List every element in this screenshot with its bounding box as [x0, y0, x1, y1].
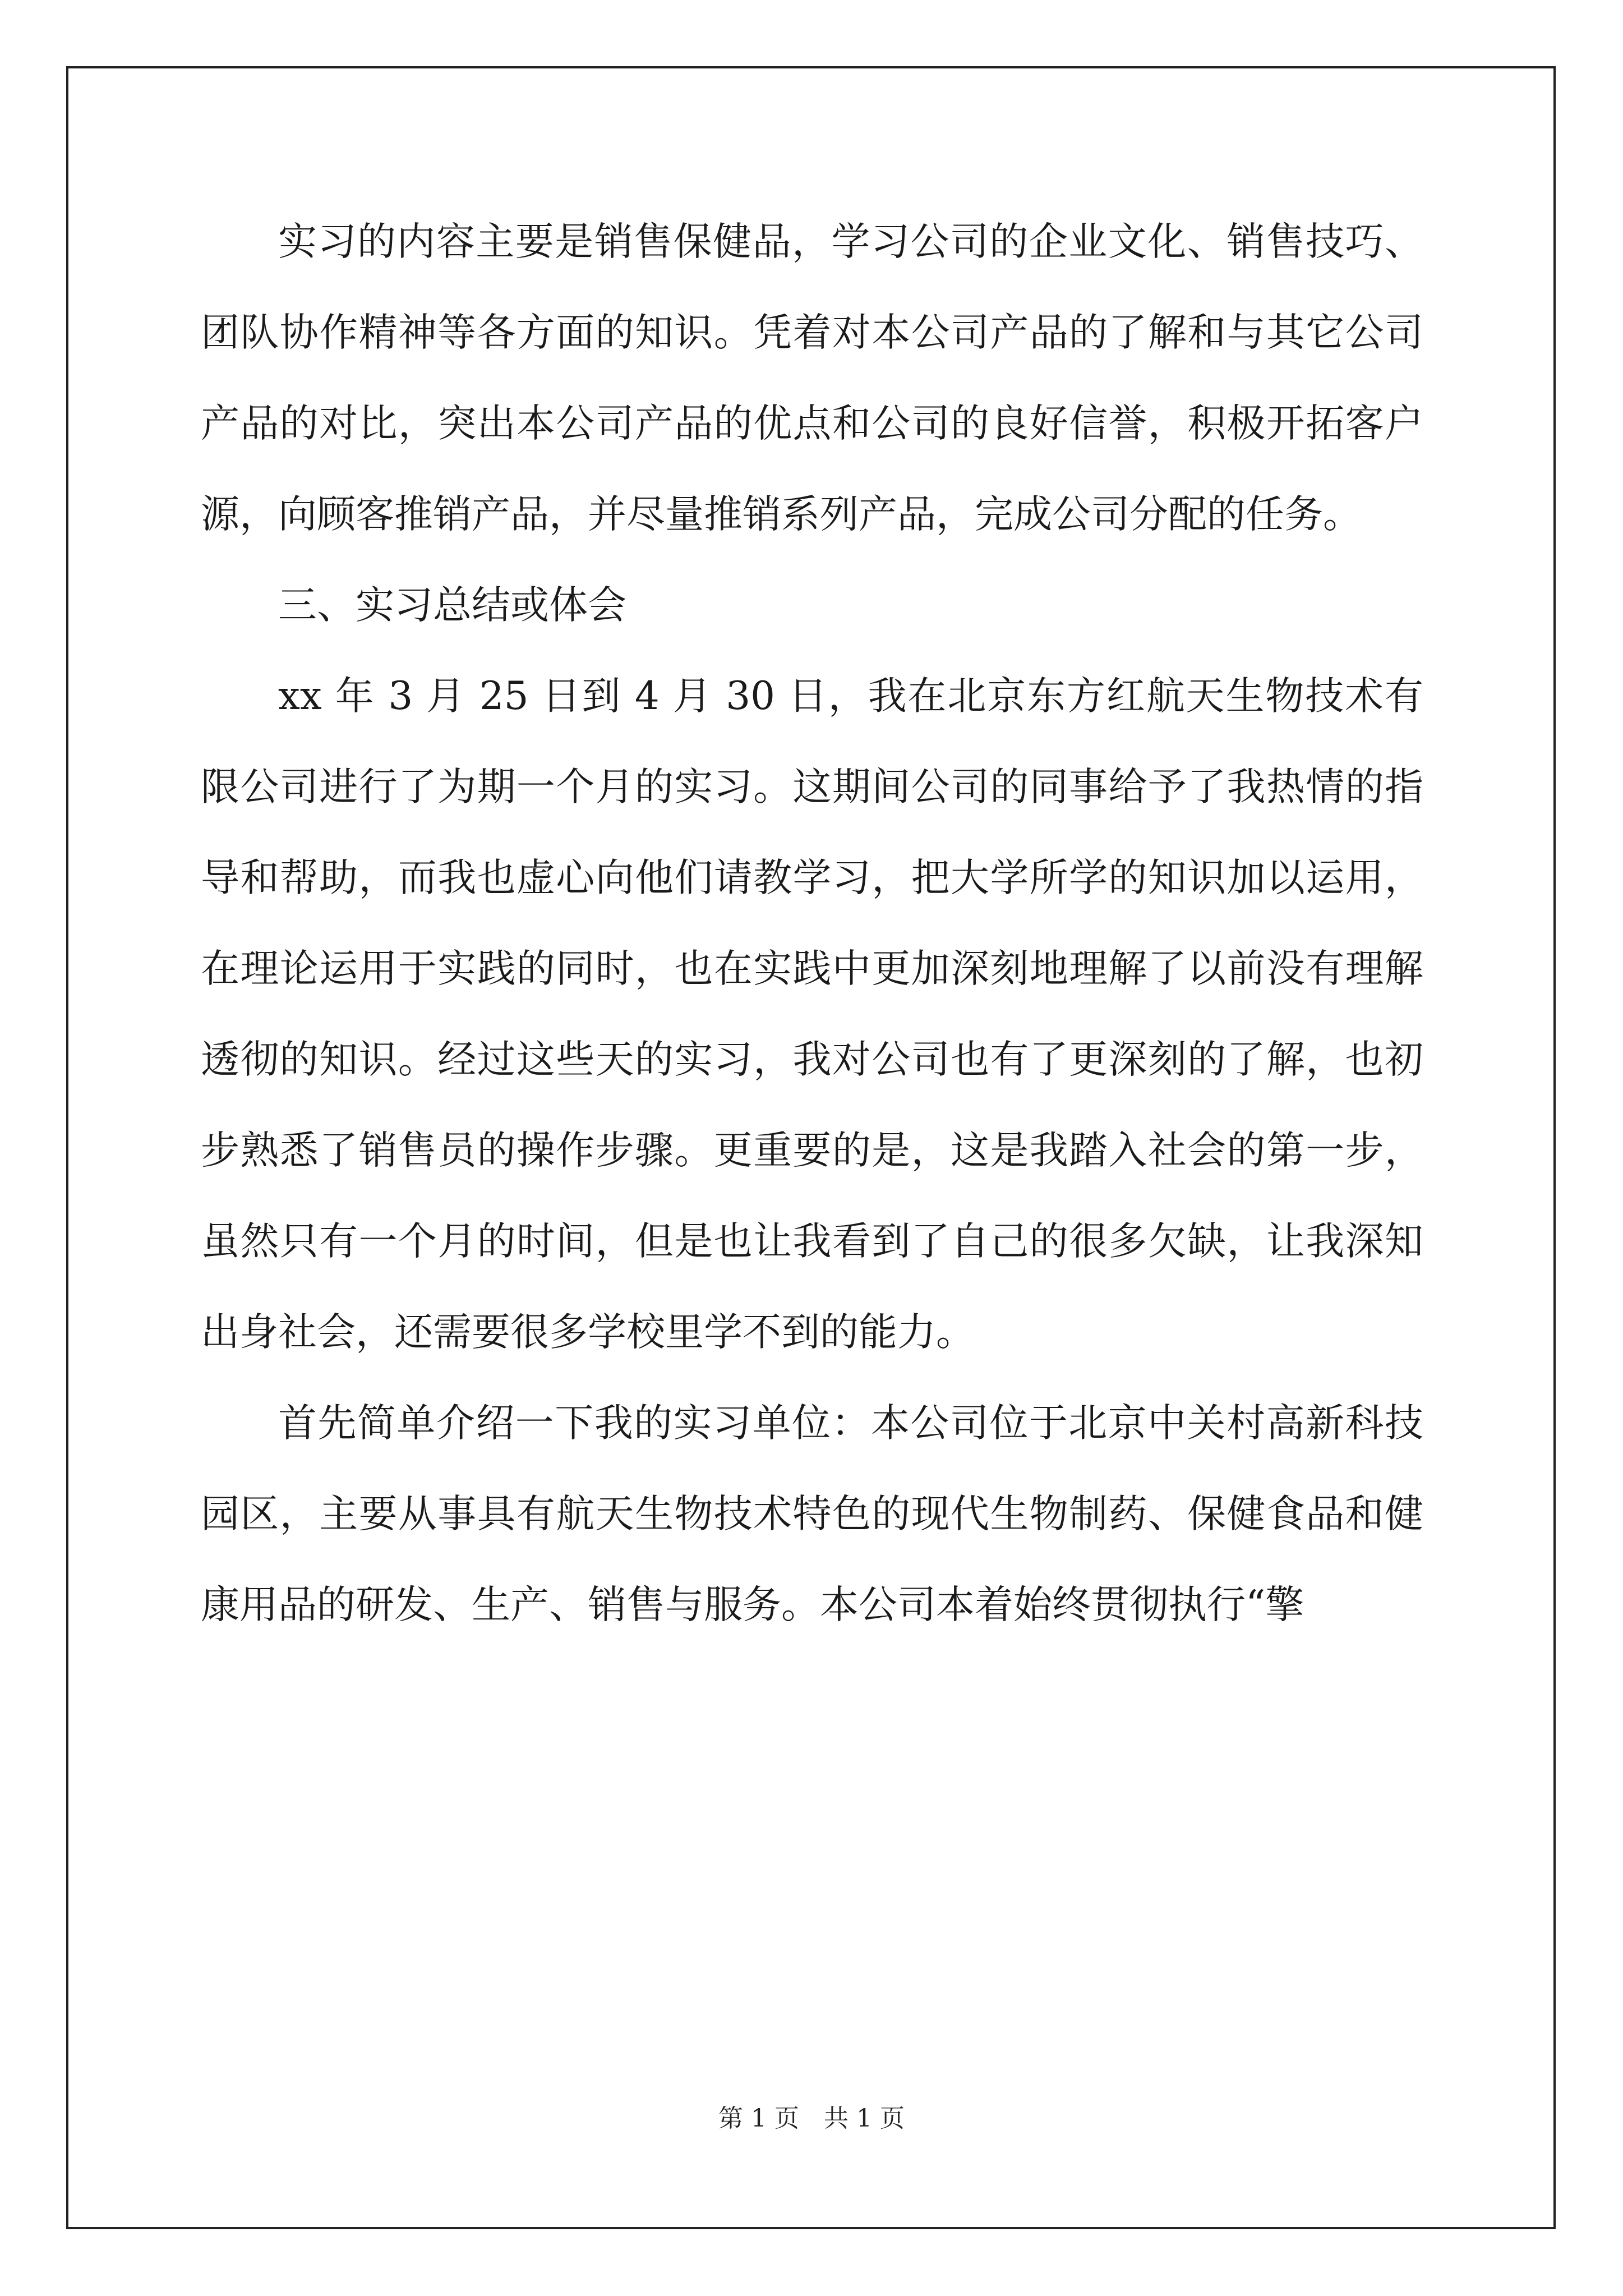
paragraph-task-content: 实习的内容主要是销售保健品，学习公司的企业文化、销售技巧、团队协作精神等各方面的知识。凭着对本公司产品的了解和与其它公司产品的对比，突出本公司产品的优点和公司的良好信誉，积极开拓客户源，向顾客推销产品，并尽量推销系列产品，完成公司分配的任务。: [201, 219, 1423, 537]
document-body: [201, 196, 1423, 1650]
section-heading-summary: 三、实习总结或体会: [278, 583, 626, 628]
paragraph-company-intro: 首先简单介绍一下我的实习单位：本公司位于北京中关村高新科技园区，主要从事具有航天生物技术特色的现代生物制药、保健食品和健康用品的研发、生产、销售与服务。本公司本着始终贯彻执行“擎: [201, 1401, 1423, 1627]
paragraph-internship-summary: xx 年 3 月 25 日到 4 月 30 日，我在北京东方红航天生物技术有限公司进行了为期一个月的实习。这期间公司的同事给予了我热情的指导和帮助，而我也虚心向他们请教学习，把大学所学的知识加以运用，在理论运用于实践的同时，也在实践中更加深刻地理解了以前没有理解透彻的知识。经过这些天的实习，我对公司也有了更深刻的了解，也初步熟悉了销售员的操作步骤。更重要的是，这是我踏入社会的第一步，虽然只有一个月的时间，但是也让我看到了自己的很多欠缺，让我深知出身社会，还需要很多学校里学不到的能力。: [201, 674, 1423, 1355]
page-number-footer: 第 1 页 共 1 页: [718, 2104, 905, 2133]
